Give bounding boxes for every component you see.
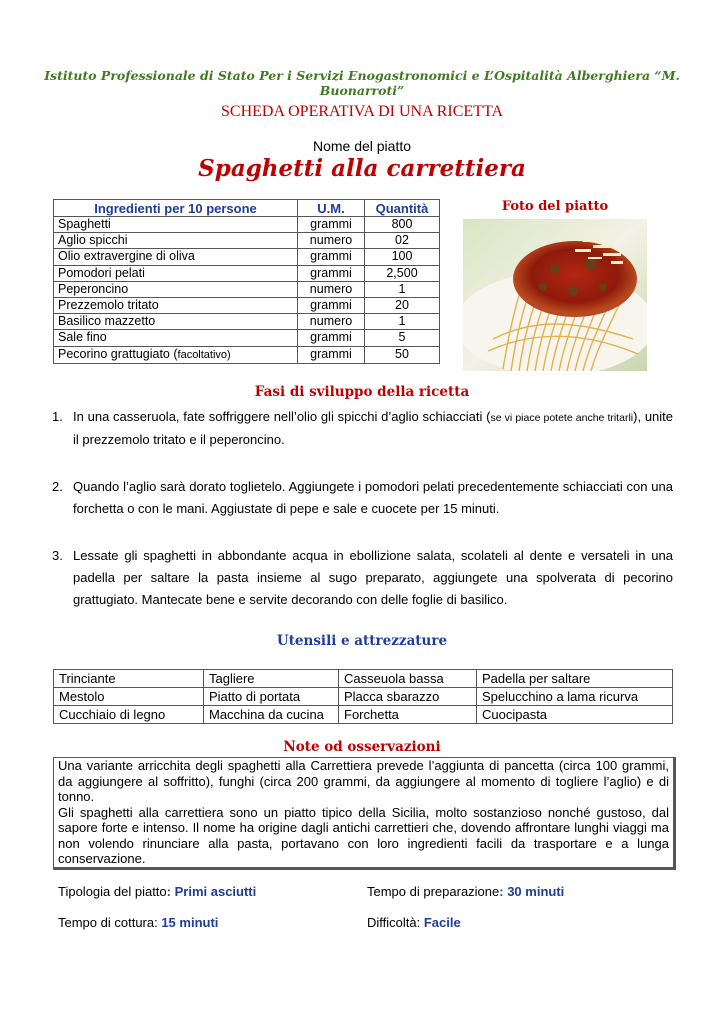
table-row (54, 281, 440, 297)
dish-type-label: Tipologia del piatto (58, 884, 167, 899)
ingredient-name: Basilico mazzetto (54, 314, 298, 330)
ingredient-name: Peperoncino (54, 281, 298, 297)
ingredient-unit: grammi (298, 330, 365, 346)
note-paragraph: Gli spaghetti alla carrettiera sono un piatto tipico della Sicilia, molto sostanzioso nonché gustoso, dal sapore forte e intenso. Il nome ha origine dagli antichi carrettieri che, dovendo affrontare lunghi viaggi ma non volendo rinunciare alla pasta, portavano con loro ingredienti facili da trasportare e a lunga conservazione. (58, 804, 669, 866)
ingredient-unit: grammi (298, 265, 365, 281)
photo-title: Foto del piatto (501, 199, 609, 214)
tool-cell: Macchina da cucina (204, 706, 339, 724)
ingredient-qty: 2,500 (365, 265, 440, 281)
ingredient-qty: 20 (365, 297, 440, 313)
tool-cell: Placca sbarazzo (339, 688, 477, 706)
table-row (54, 670, 673, 688)
ingredient-note: facoltativo) (177, 348, 231, 361)
cooking-time-value: 15 minuti (161, 915, 219, 930)
difficulty (367, 915, 461, 930)
ingredient-qty: 1 (365, 314, 440, 330)
tool-cell: Tagliere (204, 670, 339, 688)
ingredient-unit: grammi (298, 249, 365, 265)
table-row (54, 233, 440, 249)
tool-cell: Forchetta (339, 706, 477, 724)
ingredient-unit: numero (298, 314, 365, 330)
difficulty-value: Facile (423, 915, 461, 930)
ingredient-name: Olio extravergine di oliva (54, 249, 298, 265)
ingredient-name: Aglio spicchi (54, 233, 298, 249)
prep-time-value: 30 minuti (507, 884, 565, 899)
ingredient-qty: 800 (365, 217, 440, 233)
ingredient-name: Pecorino grattugiato ( (58, 346, 178, 361)
ingredient-unit: numero (298, 281, 365, 297)
tool-cell: Spelucchino a lama ricurva (477, 688, 673, 706)
table-row (54, 688, 673, 706)
ingredient-unit: grammi (298, 217, 365, 233)
table-row (54, 297, 440, 313)
cooking-time-label: Tempo di cottura: (58, 915, 162, 930)
tool-cell: Cuocipasta (477, 706, 673, 724)
ingredient-qty: 5 (365, 330, 440, 346)
step-text-small: se vi piace potete anche tritarli (490, 412, 634, 424)
tool-cell: Cucchiaio di legno (54, 706, 204, 724)
table-row (54, 706, 673, 724)
list-item (52, 476, 673, 520)
step-number: 2. (52, 479, 63, 494)
step-number: 1. (52, 409, 63, 424)
list-item (52, 545, 673, 611)
notes-box (53, 757, 676, 870)
table-row (54, 346, 440, 363)
ingredient-unit: grammi (298, 297, 365, 313)
dish-name-label: Nome del piatto (312, 138, 412, 154)
step-text (73, 406, 673, 451)
step-text: Quando l’aglio sarà dorato toglietelo. Aggiungete i pomodori pelati precedentemente schiacciati con una forchetta o con le mani. Aggiustate di pepe e sale e cuocete per 15 minuti. (73, 479, 673, 516)
dish-name: Spaghetti alla carrettiera (198, 155, 526, 182)
difficulty-label: Difficoltà: (367, 915, 424, 930)
ingredient-unit: grammi (298, 346, 365, 363)
header-unit: U.M. (298, 200, 365, 217)
table-row (54, 314, 440, 330)
prep-time: Tempo di preparazione: 30 minuti (367, 884, 565, 899)
table-row (54, 249, 440, 265)
ingredients-table (53, 199, 440, 364)
list-item (52, 406, 673, 451)
institute-header: Istituto Professionale di Stato Per i Servizi Enogastronomici e L’Ospitalità Alberghiera “M. Buonarroti” (44, 68, 680, 98)
ingredient-qty: 50 (365, 346, 440, 363)
notes-title: Note od osservazioni (283, 739, 441, 755)
ingredient-name: Pomodori pelati (54, 265, 298, 281)
phases-title: Fasi di sviluppo della ricetta (254, 384, 470, 400)
dish-photo (463, 219, 647, 371)
note-paragraph: Una variante arricchita degli spaghetti alla Carrettiera prevede l’aggiunta di pancetta (circa 100 grammi, da aggiungere al soffritto), funghi (circa 200 grammi, da aggiungere al momento di togliere l’aglio) e di tonno. (58, 758, 669, 804)
tool-cell: Casseuola bassa (339, 670, 477, 688)
ingredient-qty: 1 (365, 281, 440, 297)
tool-cell: Trinciante (54, 670, 204, 688)
table-row (54, 217, 440, 233)
ingredient-unit: numero (298, 233, 365, 249)
table-row (54, 330, 440, 346)
ingredients-header-row (54, 200, 440, 217)
prep-time-label: Tempo di preparazione (367, 884, 500, 899)
ingredient-name: Prezzemolo tritato (54, 297, 298, 313)
tool-cell: Mestolo (54, 688, 204, 706)
tool-cell: Piatto di portata (204, 688, 339, 706)
tools-table (53, 669, 673, 724)
steps-list (52, 406, 673, 611)
ingredient-name: Sale fino (54, 330, 298, 346)
ingredient-qty: 100 (365, 249, 440, 265)
dish-type: Tipologia del piatto: Primi asciutti (58, 884, 257, 899)
table-row (54, 265, 440, 281)
header-ingredient: Ingredienti per 10 persone (54, 200, 298, 217)
tools-title: Utensili e attrezzature (276, 633, 448, 649)
step-text: Lessate gli spaghetti in abbondante acqua in ebollizione salata, scolateli al dente e versateli in una padella per saltare la pasta insieme al sugo preparato, aggiungete una spolverata di pecorino grattugiato. Mantecate bene e servite decorando con delle foglie di basilico. (73, 548, 673, 607)
ingredient-name: Spaghetti (54, 217, 298, 233)
header-quantity: Quantità (365, 200, 440, 217)
ingredient-name-cell (54, 346, 298, 363)
step-text-rest: ), unite il prezzemolo tritato e il peperoncino. (73, 409, 674, 447)
cooking-time (58, 915, 218, 930)
document-title: SCHEDA OPERATIVA DI UNA RICETTA (221, 103, 503, 120)
tool-cell: Padella per saltare (477, 670, 673, 688)
step-text-main: In una casseruola, fate soffriggere nell’olio gli spicchi d’aglio schiacciati ( (73, 409, 491, 424)
ingredient-qty: 02 (365, 233, 440, 249)
step-number: 3. (52, 548, 63, 563)
dish-type-value: Primi asciutti (174, 884, 257, 899)
